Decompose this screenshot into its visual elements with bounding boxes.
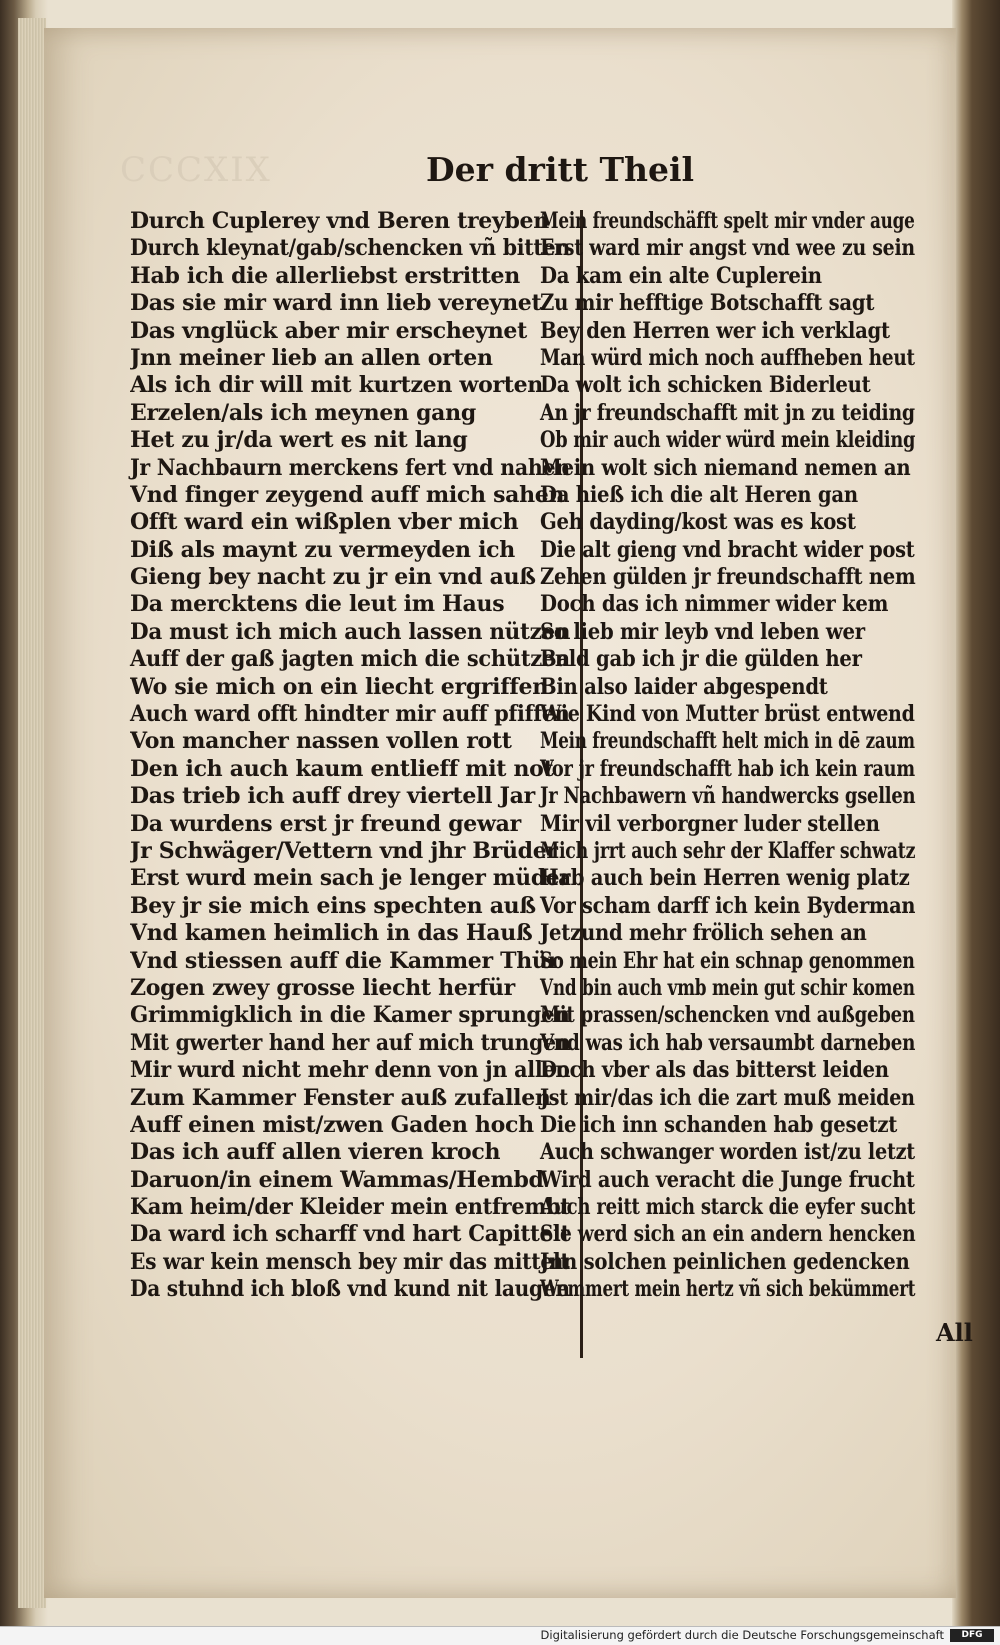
right-column-line: So lieb mir leyb vnd leben wer: [540, 618, 865, 645]
right-column-line: Mein freundschafft helt mich in dē zaum: [540, 728, 915, 755]
right-column-line: Man würd mich noch auffheben heut: [540, 344, 915, 371]
right-column-line: Da wolt ich schicken Biderleut: [540, 372, 871, 399]
left-column: [130, 208, 570, 1304]
left-column-line: Vnd finger zeygend auff mich sahen: [130, 481, 565, 508]
left-column-line: Da wurdens erst jr freund gewar: [130, 810, 521, 837]
right-column-line: Wie Kind von Mutter brüst entwend: [540, 701, 915, 728]
right-column-line: Vnd was ich hab versaumbt darneben: [540, 1029, 916, 1056]
right-column-line: Jr Nachbawern vñ handwercks gsellen: [540, 783, 916, 810]
right-column-line: Sie werd sich an ein andern hencken: [540, 1221, 916, 1248]
right-column-line: Mit prassen/schencken vnd außgeben: [540, 1002, 915, 1029]
left-column-line: Grimmigklich in die Kamer sprungen: [130, 1002, 570, 1029]
left-column-line: Auch ward offt hindter mir auff pfiffen: [130, 701, 570, 728]
right-column-line: Zu mir hefftige Botschafft sagt: [540, 290, 875, 317]
right-column: [540, 208, 960, 1304]
left-column-line: Bey jr sie mich eins spechten auß: [130, 892, 536, 919]
right-column-line: Auch reitt mich starck die eyfer sucht: [540, 1194, 916, 1221]
left-column-line: Gieng bey nacht zu jr ein vnd auß: [130, 564, 536, 591]
left-column-line: Vnd kamen heimlich in das Hauß: [130, 920, 533, 947]
left-column-line: Jr Schwäger/Vettern vnd jhr Brüder: [130, 837, 558, 864]
left-column-line: Erzelen/als ich meynen gang: [130, 399, 476, 426]
dfg-logo: DFG: [950, 1629, 994, 1642]
right-column-line: Vor scham darff ich kein Byderman: [540, 892, 916, 919]
right-column-line: Da kam ein alte Cuplerein: [540, 262, 822, 289]
left-column-line: Hab ich die allerliebst erstritten: [130, 262, 520, 289]
right-column-line: An jr freundschafft mit jn zu teiding: [540, 399, 915, 426]
right-column-line: Wird auch veracht die Junge frucht: [540, 1166, 915, 1193]
left-column-line: Das ich auff allen vieren kroch: [130, 1139, 501, 1166]
funding-credit: Digitalisierung gefördert durch die Deutsche Forschungsgemeinschaft: [540, 1628, 944, 1642]
left-column-line: Durch Cuplerey vnd Beren treyben: [130, 208, 549, 234]
left-column-line: Den ich auch kaum entlieff mit not: [130, 755, 554, 782]
right-column-line: Die alt gieng vnd bracht wider post: [540, 536, 915, 563]
right-column-line: Doch das ich nimmer wider kem: [540, 591, 889, 618]
right-column-line: Mein freundschäfft spelt mir vnder auge: [540, 208, 915, 234]
right-column-line: Mir vil verborgner luder stellen: [540, 810, 880, 837]
left-column-line: Auff einen mist/zwen Gaden hoch: [130, 1111, 534, 1138]
page-edges: [18, 18, 46, 1608]
right-column-line: Ob mir auch wider würd mein kleiding: [540, 427, 916, 454]
right-column-line: Vor jr freundschafft hab ich kein raum: [540, 755, 915, 782]
left-column-line: Kam heim/der Kleider mein entfrembt: [130, 1194, 570, 1221]
left-column-line: Zum Kammer Fenster auß zufallen: [130, 1084, 551, 1111]
left-column-line: Vnd stiessen auff die Kammer Thür: [130, 947, 559, 974]
left-column-line: Offt ward ein wißplen vber mich: [130, 509, 519, 536]
right-column-line: Doch vber als das bitterst leiden: [540, 1057, 889, 1084]
right-column-line: Mich jrrt auch sehr der Klaffer schwatz: [540, 837, 916, 864]
right-column-line: Zehen gülden jr freundschafft nem: [540, 564, 916, 591]
right-column-line: Geh dayding/kost was es kost: [540, 509, 856, 536]
right-column-line: Jnn solchen peinlichen gedencken: [540, 1248, 910, 1275]
right-column-line: Wemmert mein hertz vñ sich bekümmert: [540, 1276, 916, 1303]
left-column-line: Mir wurd nicht mehr denn von jn allen: [130, 1057, 571, 1084]
left-column-line: Als ich dir will mit kurtzen worten: [130, 372, 543, 399]
left-column-line: Het zu jr/da wert es nit lang: [130, 427, 468, 454]
running-head: Der dritt Theil: [426, 150, 695, 189]
right-column-line: Die ich inn schanden hab gesetzt: [540, 1111, 898, 1138]
right-column-line: Mein wolt sich niemand nemen an: [540, 454, 911, 481]
left-column-line: Jr Nachbaurn merckens fert vnd nahen: [130, 454, 570, 481]
left-column-line: Durch kleynat/gab/schencken vñ bitten: [130, 235, 570, 262]
right-column-line: Auch schwanger worden ist/zu letzt: [540, 1139, 915, 1166]
footer-bar: [0, 1626, 1000, 1645]
right-column-line: Hab auch bein Herren wenig platz: [540, 865, 910, 892]
left-column-line: Mit gwerter hand her auf mich trungen: [130, 1029, 571, 1056]
left-column-line: Es war kein mensch bey mir das mittelt: [130, 1248, 570, 1275]
left-column-line: Diß als maynt zu vermeyden ich: [130, 536, 515, 563]
right-column-line: Vnd bin auch vmb mein gut schir komen: [540, 974, 915, 1001]
right-column-line: So mein Ehr hat ein schnap genommen: [540, 947, 915, 974]
catchword: All: [936, 1318, 973, 1347]
left-column-line: Auff der gaß jagten mich die schützen: [130, 646, 570, 673]
right-column-line: Bin also laider abgespendt: [540, 673, 828, 700]
right-column-line: Bald gab ich jr die gülden her: [540, 646, 862, 673]
left-column-line: Da mercktens die leut im Haus: [130, 591, 505, 618]
left-column-line: Daruon/in einem Wammas/Hembd: [130, 1166, 544, 1193]
left-column-line: Da must ich mich auch lassen nützen: [130, 618, 571, 645]
left-column-line: Das trieb ich auff drey viertell Jar: [130, 783, 535, 810]
left-column-line: Da ward ich scharff vnd hart Capittelt: [130, 1221, 570, 1248]
left-column-line: Wo sie mich on ein liecht ergriffen: [130, 673, 548, 700]
left-column-line: Von mancher nassen vollen rott: [130, 728, 512, 755]
left-column-line: Erst wurd mein sach je lenger müder: [130, 865, 571, 892]
right-column-line: Da hieß ich die alt Heren gan: [540, 481, 858, 508]
left-column-line: Zogen zwey grosse liecht herfür: [130, 974, 515, 1001]
right-column-line: Bey den Herren wer ich verklagt: [540, 317, 890, 344]
left-column-line: Das vnglück aber mir erscheynet: [130, 317, 527, 344]
right-column-line: Jetzund mehr frölich sehen an: [540, 920, 867, 947]
left-column-line: Jnn meiner lieb an allen orten: [130, 344, 493, 371]
left-column-line: Das sie mir ward inn lieb vereynet: [130, 290, 542, 317]
right-column-line: Jst mir/das ich die zart muß meiden: [540, 1084, 915, 1111]
right-column-line: Erst ward mir angst vnd wee zu sein: [540, 235, 915, 262]
left-column-line: Da stuhnd ich bloß vnd kund nit laugen: [130, 1276, 570, 1303]
bleed-through-folio: CCCXIX: [120, 150, 272, 190]
